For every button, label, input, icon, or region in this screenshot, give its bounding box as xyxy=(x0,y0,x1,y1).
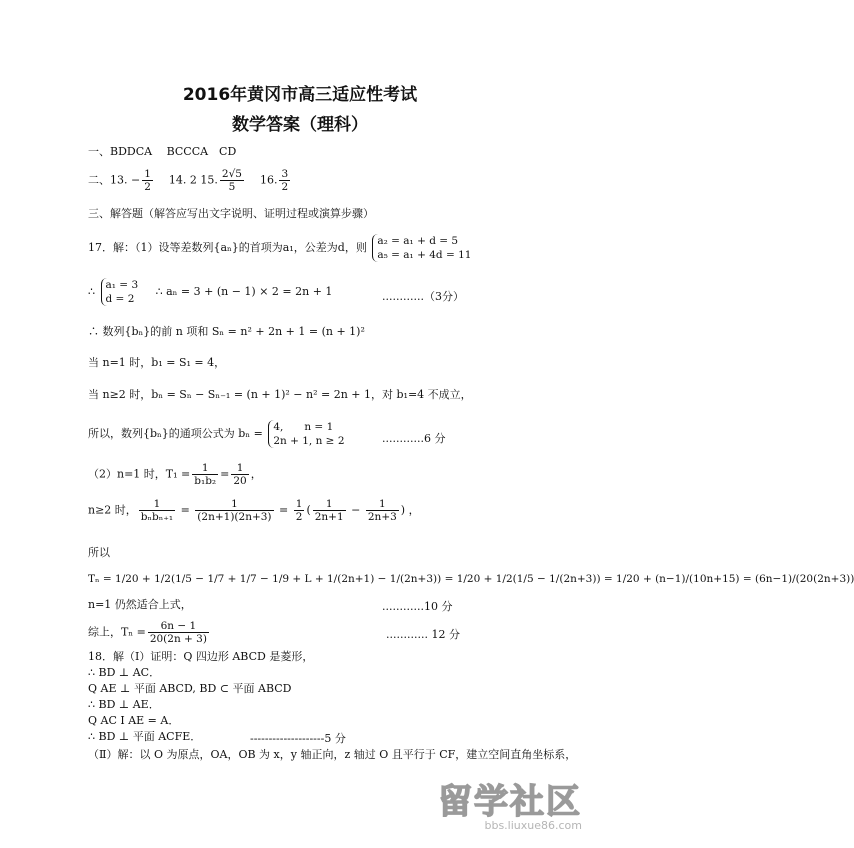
q17-system-1 xyxy=(372,234,471,262)
q17-so: 所以 xyxy=(88,546,110,559)
q17-p2-frac1 xyxy=(192,462,218,487)
q17-summary-den: 20(2n + 3) xyxy=(149,633,207,645)
section-1-answers: 一、BDDCA BCCCA CD xyxy=(88,145,237,158)
q17-system-2 xyxy=(101,278,139,306)
q17-n2b-in1 xyxy=(313,498,346,523)
q17-score-12: ............ 12 分 xyxy=(386,628,460,641)
q17-sn: ∴ 数列{bₙ}的前 n 项和 Sₙ = n² + 2n + 1 = (n + 1)² xyxy=(88,325,365,338)
q13-fraction xyxy=(142,168,153,193)
q17-n2-term: n≥2 时， $\frac{1}{\text{bₙbₙ₊₁}}$ = $\frac{1}{(2n+1)(2n+3)}$ = $\frac{1}{2}$ ( $\frac{1}{2n+1}$ − $\frac{1}{2n+3}$ ) ， xyxy=(88,498,420,523)
q17-score-6: ............6 分 xyxy=(382,432,446,445)
watermark-url: bbs.liuxue86.com xyxy=(484,819,582,832)
q17-sys2-eq2: d = 2 xyxy=(105,293,135,305)
section-2-answers xyxy=(88,168,292,193)
q18-l3: Q AE ⊥ 平面 ABCD, BD ⊂ 平面 ABCD xyxy=(88,682,292,695)
q18-score-5: --------------------5 分 xyxy=(250,732,346,745)
q17-p2-eq: = xyxy=(220,467,230,481)
q17-p2-end: ， xyxy=(250,467,262,481)
q17-p2-frac2-den: 20 xyxy=(233,475,247,487)
q15-label: 15. xyxy=(200,173,218,187)
q17-summary-num: 6n − 1 xyxy=(148,620,209,633)
q17-n2b-prefix: n≥2 时， xyxy=(88,503,137,517)
q17-n2b-half-den: 2 xyxy=(295,511,303,523)
q17-sys1-eq2: a₅ = a₁ + 4d = 11 xyxy=(377,249,472,261)
q17-n2b-in2 xyxy=(366,498,399,523)
q18-l1: 18．解（Ⅰ）证明：Q 四边形 ABCD 是菱形， xyxy=(88,650,314,663)
q17-summary xyxy=(88,620,211,645)
q18-l2: ∴ BD ⊥ AC． xyxy=(88,666,161,679)
q17-n2b-f1-den: bₙbₙ₊₁ xyxy=(140,511,174,523)
q17-n2b-f2-num: 1 xyxy=(195,498,273,511)
sec2-label: 二、13. xyxy=(88,173,128,187)
q18-l7: （Ⅱ）解：以 O 为原点，OA，OB 为 x，y 轴正向，z 轴过 O 且平行于 CF，建立空间直角坐标系， xyxy=(88,748,577,761)
q17-n2b-in2-den: 2n+3 xyxy=(367,511,397,523)
q17-n1: 当 n=1 时，b₁ = S₁ = 4， xyxy=(88,356,226,369)
exam-subtitle: 数学答案（理科） xyxy=(232,115,368,135)
q17-score-3: ............（3分） xyxy=(382,290,464,303)
q17-p2-frac1-num: 1 xyxy=(192,462,218,475)
q18-l4: ∴ BD ⊥ AE． xyxy=(88,698,160,711)
q16-label: 16. xyxy=(259,173,278,187)
q17-n2b-in1-den: 2n+1 xyxy=(314,511,344,523)
q17-n2b-f2-den: (2n+1)(2n+3) xyxy=(197,511,272,523)
section-3-heading: 三、解答题（解答应写出文字说明、证明过程或演算步骤） xyxy=(88,207,374,220)
q13-den: 2 xyxy=(144,181,151,193)
q14-answer: 14. 2 xyxy=(168,173,197,187)
q17-general-prefix: 所以，数列{bₙ}的通项公式为 bₙ = xyxy=(88,427,263,440)
q17-n2b-f2 xyxy=(195,498,273,523)
q13-num: 1 xyxy=(144,168,151,180)
q17-p2-frac1-den: b₁b₂ xyxy=(194,475,217,487)
q17-n2b-in1-num: 1 xyxy=(313,498,346,511)
q17-intro xyxy=(88,234,471,262)
q16-fraction xyxy=(279,168,290,193)
site-watermark xyxy=(438,774,582,832)
q17-score-10: ............10 分 xyxy=(382,600,453,613)
q13-sign: − xyxy=(131,173,141,187)
q17-n2: 当 n≥2 时，bₙ = Sₙ − Sₙ₋₁ = (n + 1)² − n² = 2n + 1，对 b₁=4 不成立， xyxy=(88,388,472,401)
q17-sys2-eq1: a₁ = 3 xyxy=(105,279,139,291)
q17-general-formula xyxy=(88,420,345,448)
q18-l6: ∴ BD ⊥ 平面 ACFE． xyxy=(88,730,202,743)
q18-l5: Q AC I AE = A． xyxy=(88,714,180,727)
q17-general-case1: 4, n = 1 xyxy=(273,421,334,433)
q17-p2-frac2-num: 1 xyxy=(231,462,248,475)
q17-general-system xyxy=(268,420,344,448)
watermark-logo: 留学社区 xyxy=(438,782,582,822)
q15-fraction xyxy=(220,168,244,193)
exam-title: 2016年黄冈市高三适应性考试 xyxy=(182,85,418,105)
q17-n2b-f1-num: 1 xyxy=(139,498,175,511)
q15-den: 5 xyxy=(228,181,236,193)
q17-general-case2: 2n + 1, n ≥ 2 xyxy=(273,435,345,447)
q17-summary-frac xyxy=(148,620,209,645)
q17-tn-line: Tₙ = 1/20 + 1/2(1/5 − 1/7 + 1/7 − 1/9 + L + 1/(2n+1) − 1/(2n+3)) = 1/20 + 1/2(1/5 − 1/(2n+3)) = 1/20 + (n−1)/(10n+15) = (6n−1)/(20(2n+3)) xyxy=(88,573,854,585)
q17-sys1-eq1: a₂ = a₁ + d = 5 xyxy=(377,235,459,247)
q17-p2-prefix: （2）n=1 时，T₁ = xyxy=(88,467,191,481)
q17-n1-ok: n=1 仍然适合上式， xyxy=(88,598,192,611)
q17-summary-prefix: 综上，Tₙ = xyxy=(88,625,146,639)
q17-an-formula: ∴ aₙ = 3 + (n − 1) × 2 = 2n + 1 xyxy=(155,285,333,298)
q17-n2b-f1 xyxy=(139,498,175,523)
q16-den: 2 xyxy=(281,181,289,193)
q15-num: 2√5 xyxy=(221,168,242,180)
q17-n2b-in2-num: 1 xyxy=(366,498,399,511)
q17-n2b-half xyxy=(294,498,305,523)
q16-num: 3 xyxy=(281,168,289,180)
q17-intro-text: 17．解：（1）设等差数列{aₙ}的首项为a₁，公差为d，则 xyxy=(88,241,367,254)
q17-part2 xyxy=(88,462,262,487)
q17-solve-line: ∴ a₁ = 3 d = 2 ∴ aₙ = 3 + (n − 1) × 2 = 2n + 1 xyxy=(88,279,333,305)
q17-n2b-half-num: 1 xyxy=(295,498,303,510)
q17-p2-frac2 xyxy=(231,462,248,487)
